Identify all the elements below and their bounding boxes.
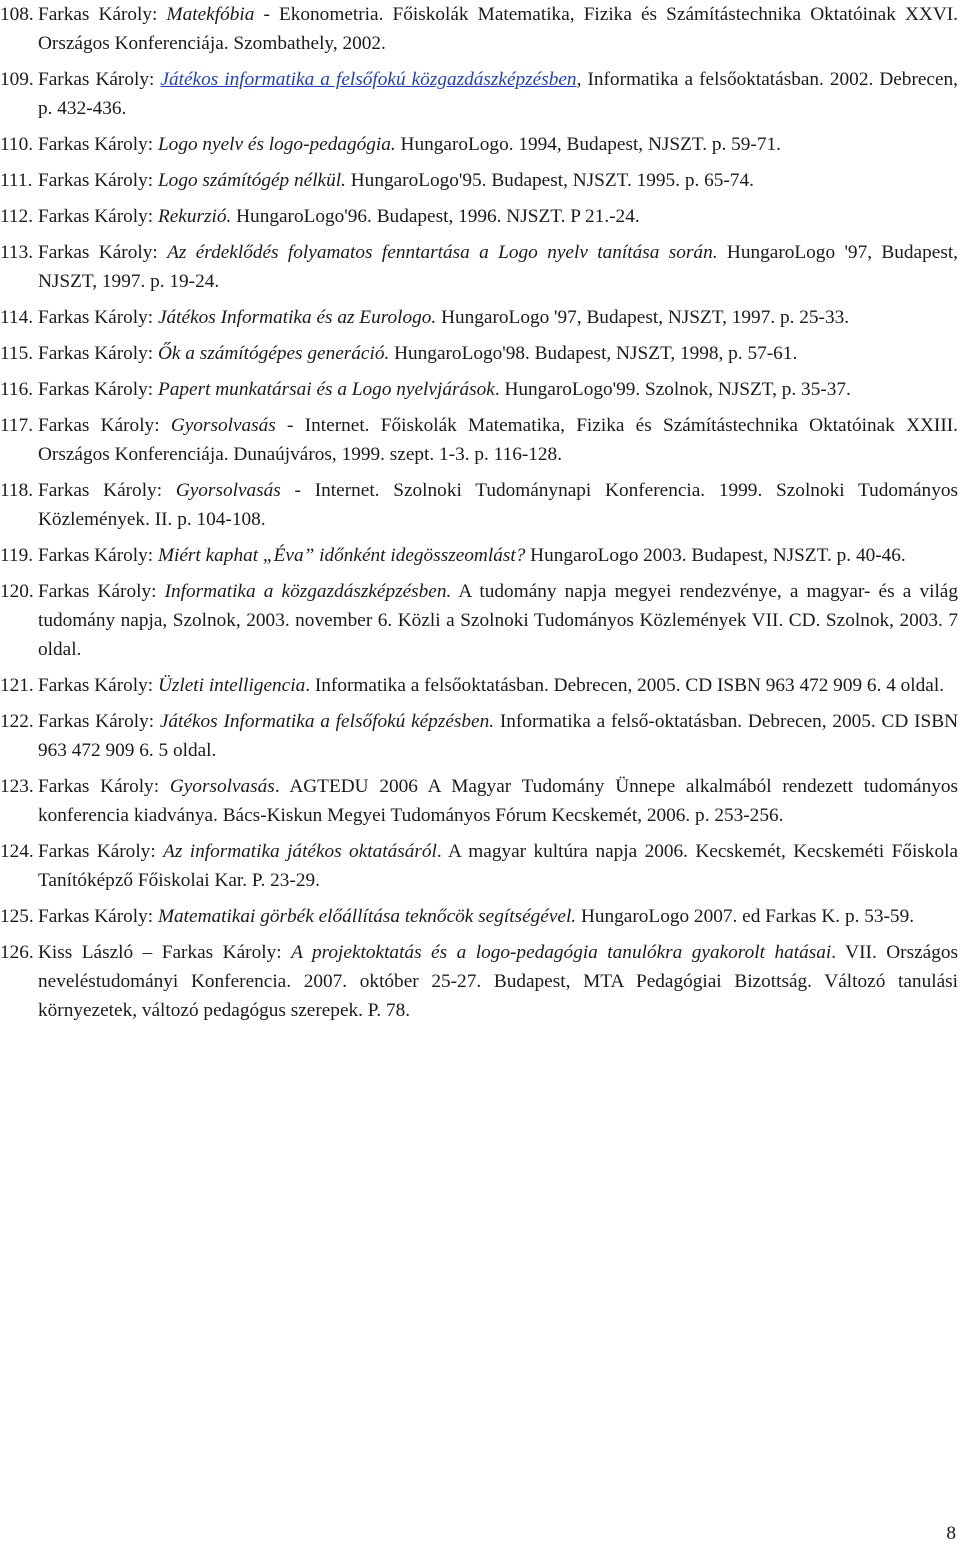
reference-entry — [0, 938, 958, 1025]
reference-number: 113. — [0, 242, 34, 263]
reference-text — [38, 238, 958, 296]
reference-number: 123. — [0, 776, 34, 797]
reference-title: Gyorsolvasás — [170, 415, 276, 436]
reference-text — [38, 577, 958, 664]
reference-authors: Farkas Károly: — [38, 379, 158, 400]
reference-text — [38, 303, 958, 332]
reference-entry — [0, 0, 958, 58]
reference-details: , Informatika a felsőoktatásban. 2002. Debrecen, p. 432-436. — [38, 69, 959, 119]
reference-entry — [0, 411, 958, 469]
reference-title: Miért kaphat „Éva” időnként idegösszeomlást? — [157, 545, 526, 566]
reference-number: 126. — [0, 942, 34, 963]
reference-number: 119. — [0, 545, 34, 566]
reference-number: 116. — [0, 379, 34, 400]
reference-number: 115. — [0, 343, 34, 364]
reference-details: - Internet. Főiskolák Matematika, Fizika és Számítástechnika Oktatóinak XXIII. Országos Konferenciája. Dunaújváros, 1999. szept. 1-3. p. 116-128. — [38, 415, 958, 465]
reference-number: 110. — [0, 134, 34, 155]
reference-authors: Farkas Károly: — [38, 675, 158, 696]
reference-text — [38, 166, 958, 195]
reference-authors: Farkas Károly: — [38, 841, 164, 862]
reference-details: . VII. Országos neveléstudományi Konferencia. 2007. október 25-27. Budapest, MTA Pedagógiai Bizottság. Változó tanulási környezetek, változó pedagógus szerepek. P. 78. — [38, 942, 958, 1021]
reference-number: 125. — [0, 906, 34, 927]
reference-entry — [0, 577, 958, 664]
reference-details: HungaroLogo 2007. ed Farkas K. p. 53-59. — [576, 906, 915, 927]
reference-number: 111. — [0, 170, 33, 191]
reference-entry — [0, 202, 958, 231]
reference-authors: Kiss László – Farkas Károly: — [38, 942, 292, 963]
reference-authors: Farkas Károly: — [38, 581, 165, 602]
reference-authors: Farkas Károly: — [38, 4, 167, 25]
reference-details: . AGTEDU 2006 A Magyar Tudomány Ünnepe alkalmából rendezett tudományos konferencia kiadványa. Bács-Kiskun Megyei Tudományos Fórum Kecskemét, 2006. p. 253-256. — [38, 776, 958, 826]
reference-entry — [0, 303, 958, 332]
reference-entry — [0, 65, 958, 123]
reference-authors: Farkas Károly: — [38, 206, 158, 227]
reference-entry — [0, 837, 958, 895]
reference-text — [38, 837, 958, 895]
reference-authors: Farkas Károly: — [38, 343, 158, 364]
reference-number: 124. — [0, 841, 34, 862]
reference-text — [38, 0, 958, 58]
reference-number: 122. — [0, 711, 34, 732]
reference-text — [38, 671, 958, 700]
reference-number: 109. — [0, 69, 34, 90]
reference-title: Gyorsolvasás — [175, 480, 281, 501]
reference-title: Matekfóbia — [166, 4, 255, 25]
reference-entry — [0, 166, 958, 195]
reference-number: 121. — [0, 675, 34, 696]
reference-title: Logo számítógép nélkül. — [157, 170, 346, 191]
reference-details: A tudomány napja megyei rendezvénye, a magyar- és a világ tudomány napja, Szolnok, 2003. november 6. Közli a Szolnoki Tudományos Közlemények VII. CD. Szolnok, 2003. 7 oldal. — [38, 581, 958, 660]
reference-authors: Farkas Károly: — [38, 906, 158, 927]
reference-authors: Farkas Károly: — [38, 134, 158, 155]
reference-entry — [0, 238, 958, 296]
reference-text — [38, 339, 958, 368]
reference-entry — [0, 772, 958, 830]
reference-authors: Farkas Károly: — [38, 415, 171, 436]
reference-title: Az informatika játékos oktatásáról — [163, 841, 437, 862]
reference-title: Az érdeklődés folyamatos fenntartása a Logo nyelv tanítása során. — [167, 242, 718, 263]
reference-details: HungaroLogo'98. Budapest, NJSZT, 1998, p. 57-61. — [389, 343, 798, 364]
reference-entry — [0, 339, 958, 368]
reference-title: Logo nyelv és logo-pedagógia. — [157, 134, 396, 155]
reference-details: . Informatika a felsőoktatásban. Debrecen, 2005. CD ISBN 963 472 909 6. 4 oldal. — [305, 675, 945, 696]
reference-entry — [0, 375, 958, 404]
reference-details: . A magyar kultúra napja 2006. Kecskemét, Kecskeméti Főiskola Tanítóképző Főiskolai Kar. P. 23-29. — [38, 841, 959, 891]
reference-authors: Farkas Károly: — [38, 480, 176, 501]
reference-entry — [0, 707, 958, 765]
reference-text — [38, 938, 958, 1025]
reference-text — [38, 541, 958, 570]
reference-number: 114. — [0, 307, 34, 328]
reference-text — [38, 411, 958, 469]
reference-details: - Internet. Szolnoki Tudománynapi Konferencia. 1999. Szolnoki Tudományos Közlemények. II. p. 104-108. — [38, 480, 958, 530]
reference-authors: Farkas Károly: — [38, 170, 158, 191]
reference-text — [38, 202, 958, 231]
reference-entry — [0, 671, 958, 700]
reference-details: HungaroLogo'96. Budapest, 1996. NJSZT. P 21.-24. — [231, 206, 640, 227]
reference-entry — [0, 476, 958, 534]
reference-title: Papert munkatársai és a Logo nyelvjárások — [157, 379, 495, 400]
reference-number: 118. — [0, 480, 34, 501]
reference-entry — [0, 541, 958, 570]
reference-details: HungaroLogo '97, Budapest, NJSZT, 1997. p. 19-24. — [38, 242, 958, 292]
reference-title: Gyorsolvasás — [169, 776, 275, 797]
reference-title-link[interactable]: Játékos informatika a felsőfokú közgazdászképzésben — [160, 69, 577, 90]
reference-title: Ők a számítógépes generáció. — [157, 343, 390, 364]
reference-entry — [0, 130, 958, 159]
reference-details: HungaroLogo. 1994, Budapest, NJSZT. p. 59-71. — [395, 134, 781, 155]
reference-text — [38, 772, 958, 830]
reference-text — [38, 65, 958, 123]
reference-details: - Ekonometria. Főiskolák Matematika, Fizika és Számítástechnika Oktatóinak XXVI. Országos Konferenciája. Szombathely, 2002. — [38, 4, 958, 54]
reference-authors: Farkas Károly: — [38, 711, 160, 732]
reference-title: Üzleti intelligencia — [157, 675, 306, 696]
reference-title: Informatika a közgazdászképzésben. — [164, 581, 452, 602]
reference-number: 108. — [0, 4, 34, 25]
reference-authors: Farkas Károly: — [38, 242, 168, 263]
reference-title: Rekurzió. — [157, 206, 232, 227]
reference-text — [38, 130, 958, 159]
reference-details: HungaroLogo'95. Budapest, NJSZT. 1995. p. 65-74. — [345, 170, 754, 191]
reference-text — [38, 707, 958, 765]
reference-number: 120. — [0, 581, 34, 602]
reference-details: Informatika a felső-oktatásban. Debrecen, 2005. CD ISBN 963 472 909 6. 5 oldal. — [38, 711, 959, 761]
reference-authors: Farkas Károly: — [38, 69, 161, 90]
reference-text — [38, 375, 958, 404]
reference-number: 117. — [0, 415, 34, 436]
reference-title: Játékos Informatika és az Eurologo. — [157, 307, 437, 328]
reference-authors: Farkas Károly: — [38, 307, 158, 328]
reference-text — [38, 902, 958, 931]
reference-title: A projektoktatás és a logo-pedagógia tanulókra gyakorolt hatásai — [291, 942, 832, 963]
reference-title: Játékos Informatika a felsőfokú képzésben. — [159, 711, 495, 732]
reference-number: 112. — [0, 206, 34, 227]
reference-text — [38, 476, 958, 534]
reference-details: HungaroLogo 2003. Budapest, NJSZT. p. 40-46. — [525, 545, 906, 566]
reference-details: HungaroLogo '97, Budapest, NJSZT, 1997. p. 25-33. — [436, 307, 850, 328]
reference-authors: Farkas Károly: — [38, 545, 158, 566]
reference-authors: Farkas Károly: — [38, 776, 170, 797]
page-number: 8 — [946, 1523, 956, 1544]
reference-title: Matematikai görbék előállítása teknőcök segítségével. — [157, 906, 577, 927]
reference-entry — [0, 902, 958, 931]
reference-details: . HungaroLogo'99. Szolnok, NJSZT, p. 35-37. — [494, 379, 851, 400]
